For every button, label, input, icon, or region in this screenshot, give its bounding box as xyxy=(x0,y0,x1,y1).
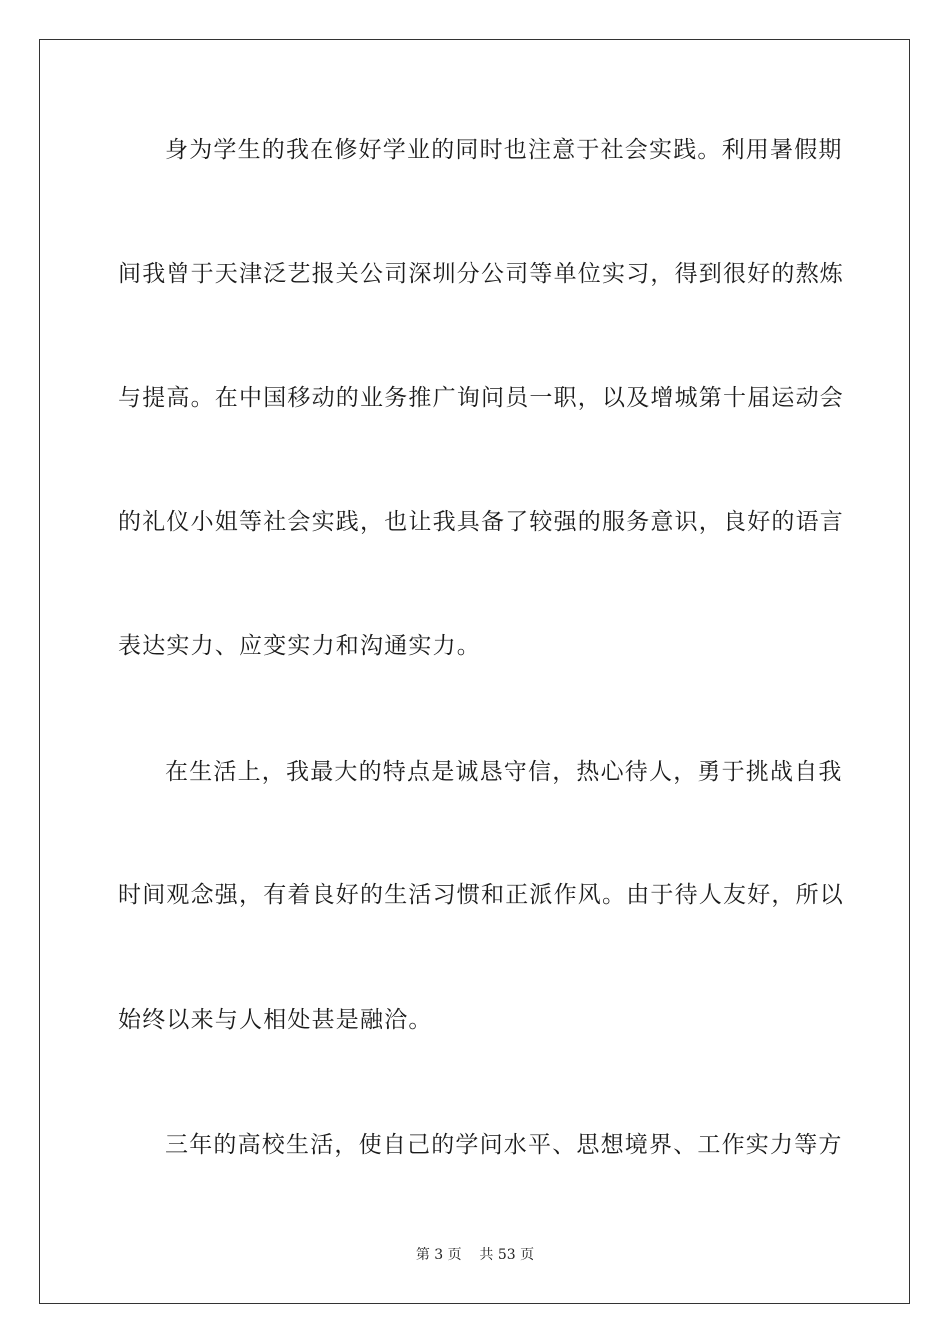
paragraph-1-line-3: 与提高。在中国移动的业务推广询问员一职，以及增城第十届运动会 xyxy=(118,385,844,411)
paragraph-1-line-1: 身为学生的我在修好学业的同时也注意于社会实践。利用暑假期 xyxy=(165,137,843,163)
paragraph-1-line-2: 间我曾于天津泛艺报关公司深圳分公司等单位实习，得到很好的熬炼 xyxy=(118,261,844,287)
page-border xyxy=(39,39,910,1304)
page-number: 第 3 页 共 53 页 xyxy=(415,1247,535,1263)
paragraph-2-line-2: 时间观念强，有着良好的生活习惯和正派作风。由于待人友好，所以 xyxy=(118,882,844,908)
paragraph-2-line-3: 始终以来与人相处甚是融洽。 xyxy=(118,1007,433,1033)
paragraph-2-line-1: 在生活上，我最大的特点是诚恳守信，热心待人，勇于挑战自我 xyxy=(165,759,843,785)
paragraph-1-line-5: 表达实力、应变实力和沟通实力。 xyxy=(118,633,481,659)
paragraph-1-line-4: 的礼仪小姐等社会实践，也让我具备了较强的服务意识，良好的语言 xyxy=(118,509,844,535)
paragraph-3-line-1: 三年的高校生活，使自己的学问水平、思想境界、工作实力等方 xyxy=(165,1132,843,1158)
